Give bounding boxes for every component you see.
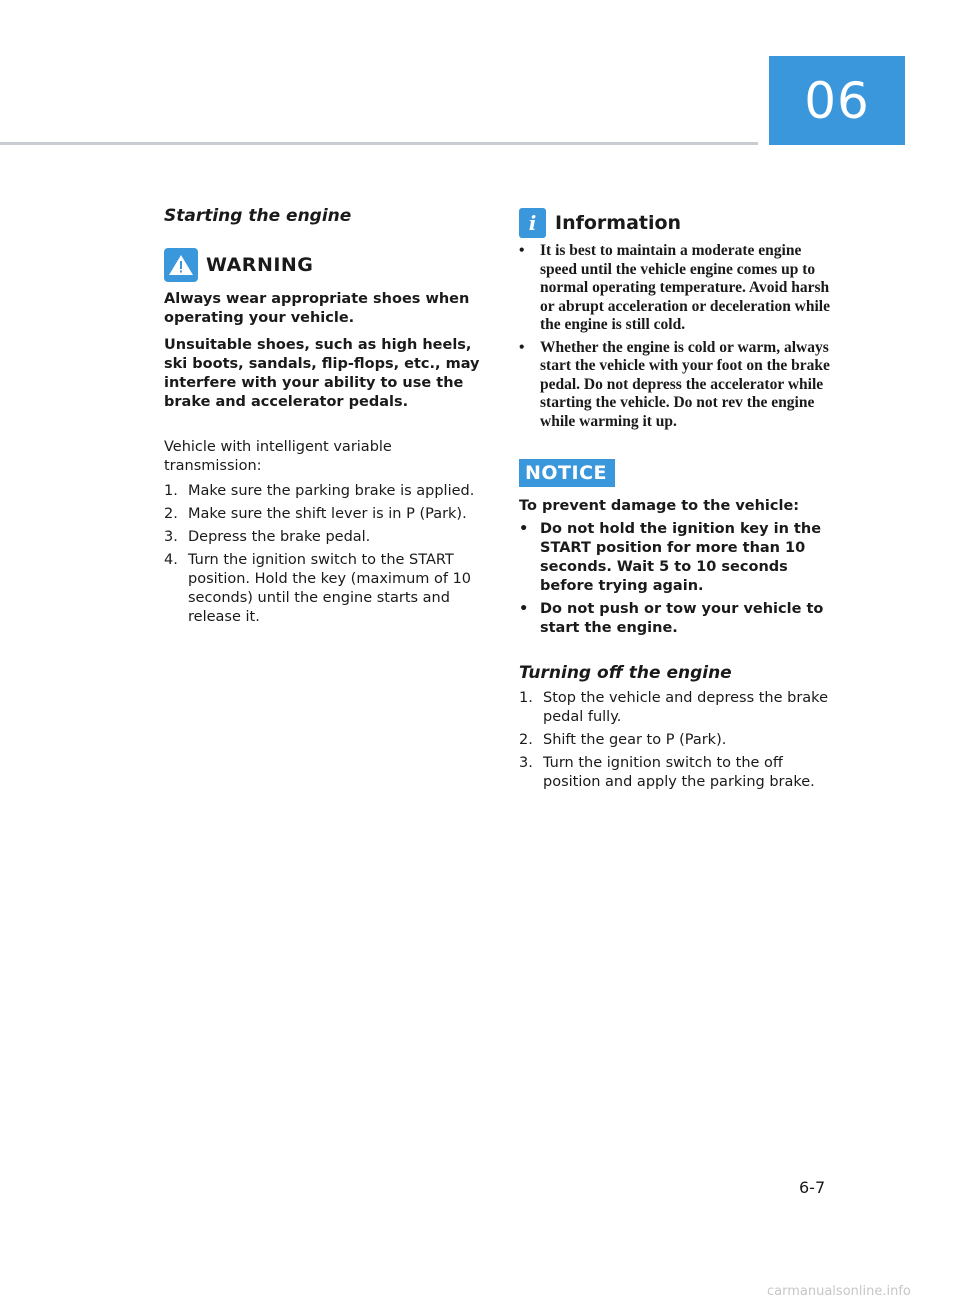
section-title: Starting the engine bbox=[164, 206, 352, 226]
list-item: • Whether the engine is cold or warm, always start the vehicle with your foot on the brake pedal. Do not depress the accelerator while starting the vehicle. Do not rev the engine while warming it up. bbox=[519, 338, 830, 430]
turning-off-title: Turning off the engine bbox=[519, 663, 732, 683]
header-rule bbox=[0, 142, 758, 145]
list-item: 4. Turn the ignition switch to the START position. Hold the key (maximum of 10 seconds) until the engine starts and release it. bbox=[164, 552, 472, 625]
notice-lead: To prevent damage to the vehicle: bbox=[519, 498, 800, 514]
warning-paragraph: Unsuitable shoes, such as high heels, ski boots, sandals, flip-flops, etc., may interfere with your ability to use the brake and accelerator pedals. bbox=[164, 337, 480, 410]
list-item: • It is best to maintain a moderate engine speed until the vehicle engine comes up to normal operating temperature. Avoid harsh or abrupt acceleration or deceleration while the engine is still cold. bbox=[519, 242, 830, 333]
information-title: Information bbox=[555, 212, 682, 234]
watermark: carmanualsonline.info bbox=[767, 1284, 911, 1299]
notice-list bbox=[519, 520, 841, 638]
stop-steps-list bbox=[519, 689, 841, 792]
list-item: 1. Make sure the parking brake is applied. bbox=[164, 483, 475, 499]
list-item: • Do not hold the ignition key in the START position for more than 10 seconds. Wait 5 to 10 seconds before trying again. bbox=[519, 521, 822, 594]
notice-badge: NOTICE bbox=[519, 459, 615, 487]
list-item: • Do not push or tow your vehicle to start the engine. bbox=[519, 601, 824, 636]
warning-paragraph: Always wear appropriate shoes when operating your vehicle. bbox=[164, 291, 470, 326]
list-item: 3. Depress the brake pedal. bbox=[164, 529, 371, 545]
warning-title: WARNING bbox=[206, 254, 314, 276]
page-number: 6-7 bbox=[799, 1178, 826, 1197]
info-icon: i bbox=[519, 208, 546, 238]
start-steps-list bbox=[164, 482, 486, 627]
right-column bbox=[519, 206, 841, 792]
warning-icon bbox=[164, 248, 198, 282]
information-header bbox=[519, 208, 841, 238]
list-item: 2. Shift the gear to P (Park). bbox=[519, 732, 727, 748]
intro-text: Vehicle with intelligent variable transmission: bbox=[164, 439, 392, 474]
chapter-tab: 06 bbox=[769, 56, 905, 145]
warning-header bbox=[164, 248, 486, 282]
information-list bbox=[519, 242, 841, 431]
list-item: 3. Turn the ignition switch to the off position and apply the parking brake. bbox=[519, 755, 815, 790]
list-item: 1. Stop the vehicle and depress the brake pedal fully. bbox=[519, 690, 828, 725]
list-item: 2. Make sure the shift lever is in P (Park). bbox=[164, 506, 467, 522]
left-column bbox=[164, 206, 486, 627]
